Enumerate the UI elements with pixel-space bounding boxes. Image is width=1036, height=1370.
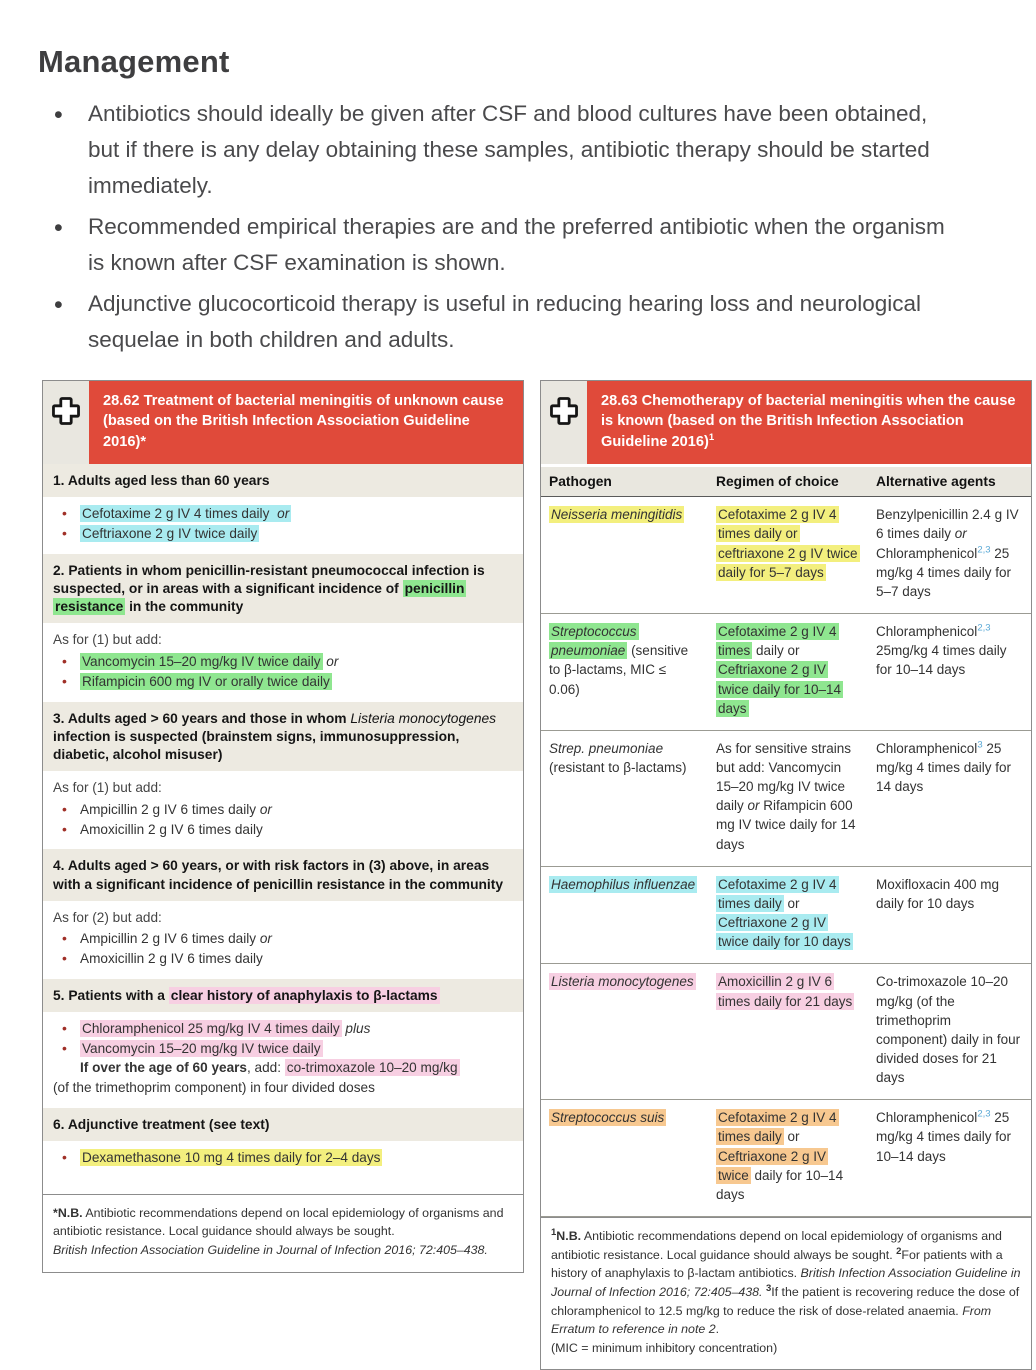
text-segment: co-trimoxazole 10–20 mg/kg bbox=[286, 1060, 458, 1076]
section-content bbox=[43, 771, 523, 849]
text-segment: 3 bbox=[765, 1282, 772, 1294]
treatment-line bbox=[53, 949, 513, 969]
text-segment: , add: bbox=[246, 1060, 285, 1076]
section-lead: As for (1) but add: bbox=[53, 780, 162, 796]
text-segment: Chemotherapy of bacterial meningitis when the cause is known (based on the British Infection Association Guideline 2016) bbox=[601, 393, 1016, 450]
text-segment: or bbox=[277, 506, 290, 522]
section-heading bbox=[43, 979, 523, 1012]
section-heading bbox=[43, 464, 523, 497]
box-2863-header bbox=[541, 381, 1031, 464]
medical-cross-icon bbox=[43, 381, 89, 464]
text-segment: Listeria monocytogenes bbox=[350, 710, 497, 726]
text-segment: Chloramphenicol bbox=[876, 1110, 978, 1126]
text-segment: Cefotaxime 2 g IV 4 times daily bbox=[718, 1110, 837, 1145]
bullet-dot: • bbox=[62, 672, 67, 689]
bullet-dot: • bbox=[62, 930, 67, 947]
text-segment: 3. Adults aged > 60 years and those in whom bbox=[53, 710, 351, 726]
text-segment: Ceftriaxone 2 g IV twice daily for 10–14 days bbox=[718, 662, 842, 716]
line-text bbox=[80, 931, 272, 946]
text-segment: Strep. pneumoniae bbox=[549, 740, 664, 756]
text-segment: From Erratum to reference in note 2 bbox=[551, 1303, 992, 1337]
text-segment: 2,3 bbox=[977, 622, 991, 634]
regimen-cell bbox=[708, 964, 868, 1100]
line-text bbox=[80, 1040, 323, 1057]
text-segment: 3 bbox=[977, 739, 983, 751]
treatment-line bbox=[53, 820, 513, 840]
text-segment: 2,3 bbox=[977, 1108, 991, 1120]
text-segment: Ceftriaxone 2 g IV twice bbox=[718, 1148, 827, 1183]
line-text bbox=[80, 653, 338, 670]
text-segment: Benzylpenicillin 2.4 g IV 6 times daily bbox=[876, 507, 1019, 542]
text-segment: (resistant to β-lactams) bbox=[549, 759, 687, 775]
text-segment: Ampicillin 2 g IV 6 times daily bbox=[80, 801, 260, 817]
bullet-dot: • bbox=[62, 950, 67, 967]
table-row bbox=[541, 964, 1031, 1100]
text-segment: As for sensitive strains but add: Vancomycin 15–20 mg/kg IV twice daily bbox=[716, 740, 852, 814]
text-segment: Chloramphenicol bbox=[876, 740, 978, 756]
alternative-cell bbox=[868, 497, 1031, 614]
text-segment: 1 bbox=[551, 1226, 557, 1238]
guideline-boxes bbox=[42, 380, 1036, 1370]
bullet-dot: • bbox=[62, 1149, 67, 1166]
text-segment: or bbox=[259, 801, 272, 817]
box-2862-header bbox=[43, 381, 523, 464]
treatment-line bbox=[53, 800, 513, 820]
footnote-line bbox=[53, 1241, 513, 1260]
bullet-dot: • bbox=[62, 653, 67, 670]
bullet-dot: • bbox=[62, 1020, 67, 1037]
medical-cross-icon bbox=[541, 381, 587, 464]
treatment-line bbox=[53, 1148, 513, 1168]
text-segment: daily or bbox=[752, 643, 800, 659]
pathogen-table-body bbox=[541, 497, 1031, 1217]
pathogen-cell bbox=[541, 964, 708, 1100]
section-content bbox=[43, 1141, 523, 1178]
text-segment: plus bbox=[341, 1021, 371, 1037]
section-heading bbox=[43, 554, 523, 624]
text-segment: 25 mg/kg 4 times daily for 10–14 days bbox=[876, 1110, 1012, 1164]
text-segment: Cefotaxime 2 g IV 4 times daily or ceftriaxone 2 g IV twice daily for 5–7 days bbox=[718, 507, 858, 580]
text-segment: Haemophilus influenzae bbox=[551, 876, 696, 892]
regimen-cell bbox=[708, 497, 868, 614]
text-segment: Moxifloxacin 400 mg daily for 10 days bbox=[876, 876, 1000, 911]
text-segment: Neisseria meningitidis bbox=[551, 507, 683, 523]
section-content bbox=[43, 1012, 523, 1108]
text-segment: Vancomycin 15–20 mg/kg IV twice daily bbox=[82, 1040, 321, 1056]
pathogen-cell bbox=[541, 1100, 708, 1217]
footnote-line bbox=[551, 1227, 1021, 1339]
treatment-line bbox=[53, 929, 513, 949]
text-segment: Dexamethasone 10 mg 4 times daily for 2–4 days bbox=[82, 1150, 381, 1166]
text-segment: Cefotaxime 2 g IV 4 times daily bbox=[718, 876, 837, 911]
footnote-line bbox=[551, 1339, 1021, 1358]
regimen-cell bbox=[708, 730, 868, 866]
column-header: Pathogen bbox=[541, 466, 708, 497]
line-text bbox=[80, 802, 272, 817]
text-segment: clear history of anaphylaxis to β-lactams bbox=[170, 987, 438, 1003]
text-segment: Streptococcus suis bbox=[551, 1110, 665, 1126]
text-segment: Treatment of bacterial meningitis of unknown cause (based on the British Infection Association Guideline 2016)* bbox=[103, 393, 504, 450]
treatment-line bbox=[53, 524, 513, 544]
box-treatment-unknown-cause bbox=[42, 380, 524, 1273]
text-segment: . bbox=[715, 1322, 720, 1337]
text-segment: 2 bbox=[896, 1245, 902, 1257]
text-segment: Cefotaxime 2 g IV 4 times daily bbox=[82, 506, 274, 522]
text-segment: *N.B. bbox=[53, 1205, 83, 1220]
text-segment: daily for 10–14 days bbox=[716, 1167, 844, 1202]
text-segment: Vancomycin 15–20 mg/kg IV twice daily bbox=[82, 654, 321, 670]
box-chemotherapy-known-cause bbox=[540, 380, 1032, 1370]
alternative-cell bbox=[868, 614, 1031, 731]
summary-bullet: • Antibiotics should ideally be given after CSF and blood cultures have been obtained, but if there is any delay obtaining these samples, antibiotic therapy should be started immediately. bbox=[38, 96, 950, 204]
treatment-line bbox=[53, 672, 513, 692]
section-content bbox=[43, 497, 523, 553]
column-header: Regimen of choice bbox=[708, 466, 868, 497]
pathogen-cell bbox=[541, 730, 708, 866]
table-row bbox=[541, 866, 1031, 964]
table-row bbox=[541, 730, 1031, 866]
pathogen-cell bbox=[541, 614, 708, 731]
text-segment: or bbox=[747, 798, 760, 814]
text-segment: British Infection Association Guideline in Journal of Infection 2016; 72:405–438. bbox=[551, 1266, 1021, 1299]
treatment-line bbox=[53, 652, 513, 672]
line-text bbox=[80, 505, 291, 522]
line-text bbox=[80, 1059, 460, 1076]
text-segment: 2,3 bbox=[977, 544, 991, 556]
bullet-dot: • bbox=[62, 525, 67, 542]
text-segment: Ceftriaxone 2 g IV twice daily for 10 days bbox=[718, 915, 851, 950]
treatment-line bbox=[53, 1019, 513, 1039]
text-segment: Cefotaxime 2 g IV 4 times bbox=[718, 624, 837, 659]
pathogen-table bbox=[541, 464, 1031, 1217]
summary-bullet: • Recommended empirical therapies are and the preferred antibiotic when the organism is known after CSF examination is shown. bbox=[38, 209, 950, 281]
treatment-line bbox=[53, 1039, 513, 1059]
table-row bbox=[541, 1100, 1031, 1217]
text-segment: Amoxicillin 2 g IV 6 times daily for 21 days bbox=[718, 974, 853, 1009]
summary-bullet: • Adjunctive glucocorticoid therapy is useful in reducing hearing loss and neurological sequelae in both children and adults. bbox=[38, 286, 950, 358]
text-segment: 25 mg/kg 4 times daily for 5–7 days bbox=[876, 545, 1012, 599]
bullet-dot: • bbox=[62, 820, 67, 837]
text-segment: For patients with a history of anaphylaxis to β-lactam antibiotics. bbox=[551, 1247, 1003, 1281]
box-2862-title bbox=[89, 381, 523, 464]
text-segment: in the community bbox=[125, 599, 244, 615]
pathogen-cell bbox=[541, 497, 708, 614]
box-2863-footnote bbox=[541, 1217, 1031, 1369]
section-content bbox=[43, 623, 523, 701]
text-segment: Antibiotic recommendations depend on local epidemiology of organisms and antibiotic resistance. Local guidance should always be sought. bbox=[551, 1229, 1002, 1262]
line-text bbox=[80, 525, 259, 542]
line-text bbox=[80, 673, 332, 690]
box-2862-footnote bbox=[43, 1194, 523, 1272]
text-segment: (of the trimethoprim component) in four divided doses bbox=[53, 1080, 375, 1096]
text-segment: (MIC = minimum inhibitory concentration) bbox=[551, 1340, 778, 1355]
text-segment: If the patient is recovering reduce the dose of chloramphenicol to 12.5 mg/kg to reduce the risk of dose-related anaemia. bbox=[551, 1284, 1020, 1318]
text-segment: If over the age of 60 years bbox=[80, 1060, 247, 1076]
text-segment: (sensitive to β-lactams, MIC ≤ 0.06) bbox=[549, 643, 689, 697]
text-segment: Rifampicin 600 mg IV twice daily for 14 days bbox=[716, 798, 856, 852]
line-text bbox=[80, 1020, 370, 1037]
text-segment: British Infection Association Guideline in Journal of Infection 2016; 72:405–438. bbox=[53, 1242, 488, 1257]
pathogen-table-header-row bbox=[541, 466, 1031, 497]
text-segment: infection is suspected (brainstem signs, immunosuppression, diabetic, alcohol misuser) bbox=[53, 728, 460, 762]
column-header: Alternative agents bbox=[868, 466, 1031, 497]
text-segment: Antibiotic recommendations depend on local epidemiology of organisms and antibiotic resistance. Local guidance should always be sought. bbox=[53, 1205, 504, 1239]
text-segment: 1. Adults aged less than 60 years bbox=[53, 473, 270, 489]
text-segment: Chloramphenicol bbox=[876, 624, 978, 640]
text-segment: or bbox=[259, 931, 272, 947]
text-segment: N.B. bbox=[556, 1229, 582, 1244]
text-segment: 25 mg/kg 4 times daily for 14 days bbox=[876, 740, 1012, 795]
text-segment: or bbox=[954, 526, 967, 542]
text-segment: 1 bbox=[708, 431, 715, 443]
text-segment: Amoxicillin 2 g IV 6 times daily bbox=[80, 951, 263, 967]
table-row bbox=[541, 497, 1031, 614]
alternative-cell bbox=[868, 866, 1031, 964]
section-lead: As for (2) but add: bbox=[53, 909, 162, 925]
text-segment: 28.62 bbox=[103, 393, 140, 409]
text-segment: Amoxicillin 2 g IV 6 times daily bbox=[80, 821, 263, 837]
section-heading bbox=[43, 1108, 523, 1141]
bullet-dot: • bbox=[62, 505, 67, 522]
section-content bbox=[43, 901, 523, 979]
regimen-cell bbox=[708, 1100, 868, 1217]
text-segment: Ampicillin 2 g IV 6 times daily bbox=[80, 931, 260, 947]
text-segment: 2. Patients in whom penicillin-resistant pneumococcal infection is suspected, or in areas with a significant incidence of bbox=[53, 562, 485, 597]
text-segment: Chloramphenicol bbox=[876, 545, 978, 561]
summary-list bbox=[38, 96, 950, 358]
table-row bbox=[541, 614, 1031, 731]
box-2863-title bbox=[587, 381, 1031, 464]
alternative-cell bbox=[868, 1100, 1031, 1217]
treatment-line bbox=[53, 504, 513, 524]
treatment-line bbox=[53, 1058, 513, 1078]
section-lead: As for (1) but add: bbox=[53, 632, 162, 648]
text-segment: Streptococcus pneumoniae bbox=[551, 624, 637, 659]
bullet-dot: • bbox=[62, 1039, 67, 1056]
line-text bbox=[80, 951, 263, 966]
text-segment: 25mg/kg 4 times daily for 10–14 days bbox=[876, 643, 1007, 678]
text-segment: Chloramphenicol 25 mg/kg IV 4 times daily bbox=[82, 1021, 340, 1037]
text-segment: Co-trimoxazole 10–20 mg/kg (of the trimethoprim component) daily in four divided doses for 21 days bbox=[876, 974, 1021, 1086]
text-segment: 5. Patients with a bbox=[53, 987, 169, 1003]
text-segment: or bbox=[783, 895, 800, 911]
line-text bbox=[53, 1080, 375, 1095]
text-segment: Listeria monocytogenes bbox=[551, 974, 694, 990]
line-text bbox=[80, 822, 263, 837]
text-segment: Ceftriaxone 2 g IV twice daily bbox=[82, 526, 258, 542]
alternative-cell bbox=[868, 730, 1031, 866]
regimen-cell bbox=[708, 866, 868, 964]
line-text bbox=[80, 1149, 382, 1166]
text-segment: or bbox=[322, 654, 339, 670]
section-heading bbox=[43, 849, 523, 900]
box-2862-body bbox=[43, 464, 523, 1177]
text-segment: 4. Adults aged > 60 years, or with risk factors in (3) above, in areas with a significant incidence of penicillin resistance in the community bbox=[53, 858, 504, 892]
regimen-cell bbox=[708, 614, 868, 731]
alternative-cell bbox=[868, 964, 1031, 1100]
text-segment: or bbox=[783, 1129, 800, 1145]
bullet-dot: • bbox=[62, 800, 67, 817]
footnote-line bbox=[53, 1204, 513, 1241]
text-segment: 28.63 bbox=[601, 393, 638, 409]
summary-section bbox=[0, 0, 1036, 358]
page-title: Management bbox=[38, 44, 230, 79]
text-segment: Rifampicin 600 mg IV or orally twice daily bbox=[82, 673, 330, 689]
text-segment: 6. Adjunctive treatment (see text) bbox=[53, 1116, 270, 1132]
treatment-line bbox=[53, 1078, 513, 1098]
text-segment: penicillin resistance bbox=[55, 581, 465, 615]
section-heading bbox=[43, 702, 523, 772]
pathogen-cell bbox=[541, 866, 708, 964]
